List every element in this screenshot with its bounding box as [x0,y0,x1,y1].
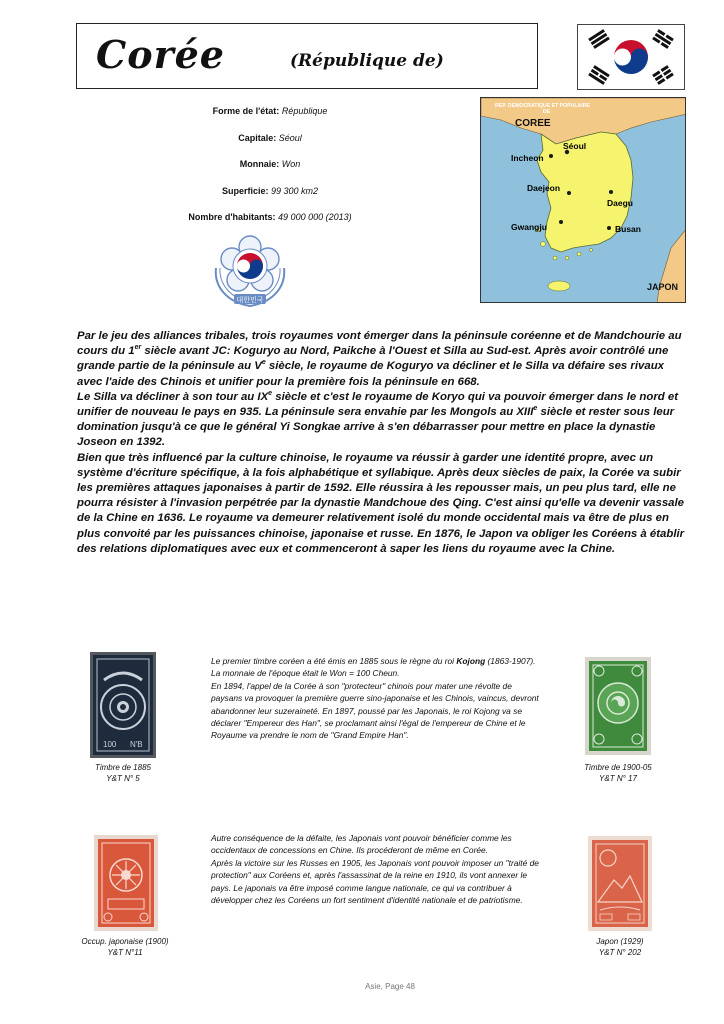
stamp-1885-image [90,652,156,758]
info-population: Nombre d'habitants: 49 000 000 (2013) [188,212,352,222]
map-label-coree: COREE [515,118,551,129]
taegukgi-icon [578,25,684,89]
stamp-japon-caption: Japon (1929) Y&T N° 202 [596,937,644,957]
history-paragraph-2: Le Silla va décliner à son tour au IXe siècle et c'est le royaume de Koryo qui va pouvoir émerger dans le nord et unifier de nouveau le pays en 935. La péninsule sera envahie par les Mongols au XIIIe siècle et rester sous leur domination jusqu'à ce que le général Yi Songkae arrive à s'en débarrasser pour mettre en place la dynastie Joseon en 1392. [77,390,679,449]
history-paragraph-1: Par le jeu des alliances tribales, trois royaumes vont émerger dans la péninsule coréenne et de Mandchourie au cours du 1er siècle avant JC: Koguryo au Nord, Paikche à l'Ouest et Silla au Sud-est. Après avoir contrôlé une grande partie de la péninsule au Ve siècle, le royaume de Koguryo va décliner et le Silla va défaire ses rivaux avec l'aide des Chinois et unifier pour la première fois la péninsule en 668. [77,330,682,388]
stamp-japon-image [588,836,652,931]
stamp-1885 [90,652,156,758]
map-city-incheon: Incheon [511,153,544,163]
stamps-description-2: Autre conséquence de la défaite, les Japonais vont pouvoir bénéficier comme les occidentaux de concessions en Chine. Ils procéderont de même en Corée. Après la victoire sur les Russes en 1905, les Japonais vont pouvoir imposer un "traité de protection" aux Coréens et, après l'assassinat de la reine en 1910, ils vont annexer le pays. Le japonais va être imposé comme langue nationale, ce qui va contribuer à développer chez les Coréens un fort sentiment d'identité nationale et de patriotisme. [211,833,539,906]
stamp-occupation-1900 [94,835,158,931]
map-city-busan: Busan [615,224,641,234]
map-city-daejeon: Daejeon [527,183,561,193]
stamp-1885-corner-right: N'B [130,740,143,749]
info-regime: Forme de l'état: République [212,106,328,116]
stamp-1900-caption: Timbre de 1900-05 Y&T N° 17 [584,763,652,783]
emblem-text: 대한민국 [236,296,264,304]
mugunghwa-emblem-icon [206,234,294,310]
map-header-line1: REP. DEMOCRATIQUE ET POPULAIRE [495,103,590,109]
page-subtitle: (République de) [290,51,444,71]
info-area: Superficie: 99 300 km2 [221,186,319,196]
stamp-1885-corner-left: 100 [103,740,117,749]
info-currency: Monnaie: Won [239,159,301,169]
history-paragraph-3: Bien que très influencé par la culture chinoise, le royaume va réussir à garder une identité propre, avec un système d'écriture spécifique, à la fois alphabétique et syllabique. Après deux siècles de paix, la Corée va subir les premières attaques japonaises à partir de 1592. Elle réussira à les repousser mais, un peu plus tard, elle ne pourra résister à l'invasion perpétrée par la dynastie Mandchoue des Qing. C'est ainsi qu'elle va devenir vassale de la Chine en 1636. Le royaume va demeurer relativement isolé du monde occidental mais va être de plus en plus convoité par les puissances chinoise, japonaise et russe. En 1876, le Japon va obliger les Coréens à établir des relations diplomatiques avec eux et commenceront à saper les liens du royaume avec la Chine. [77,451,685,555]
map-city-seoul: Séoul [563,141,587,151]
map-svg [481,98,686,303]
stamp-1885-caption: Timbre de 1885 Y&T N° 5 [95,763,151,783]
stamp-occupation-image [94,835,158,931]
map-city-gwangju: Gwangju [511,222,547,232]
history-text [77,329,687,557]
stamp-japon-1929 [588,836,652,931]
korea-map [480,97,686,303]
national-emblem [206,234,294,310]
stamp-1900 [585,657,651,755]
map-label-japon: JAPON [647,282,679,292]
map-city-daegu: Daegu [607,198,633,208]
map-header-line2: DE [543,109,551,115]
page-footer: Asie, Page 48 [365,982,415,991]
korea-flag [577,24,685,90]
stamp-1900-image [585,657,651,755]
info-capital: Capitale: Séoul [238,133,302,143]
stamp-occupation-caption: Occup. japonaise (1900) Y&T N°11 [81,937,169,957]
page-title: Corée [96,32,225,77]
stamps-description-1: Le premier timbre coréen a été émis en 1885 sous le règne du roi Kojong (1863-1907). La monnaie de l'époque était le Won = 100 Cheun. En 1894, l'appel de la Corée à son "protecteur" chinois pour mater une révolte de paysans va provoquer la première guerre sino-japonaise et les Chinois, vaincus, devront abandonner leur suzeraineté. En 1897, poussé par les Japonais, le roi Kojong va se déclarer "Empereur des Han", se proclamant ainsi l'égal de l'empereur de Chine et le Royaume va prendre le nom de "Grand Empire Han". [211,656,539,741]
